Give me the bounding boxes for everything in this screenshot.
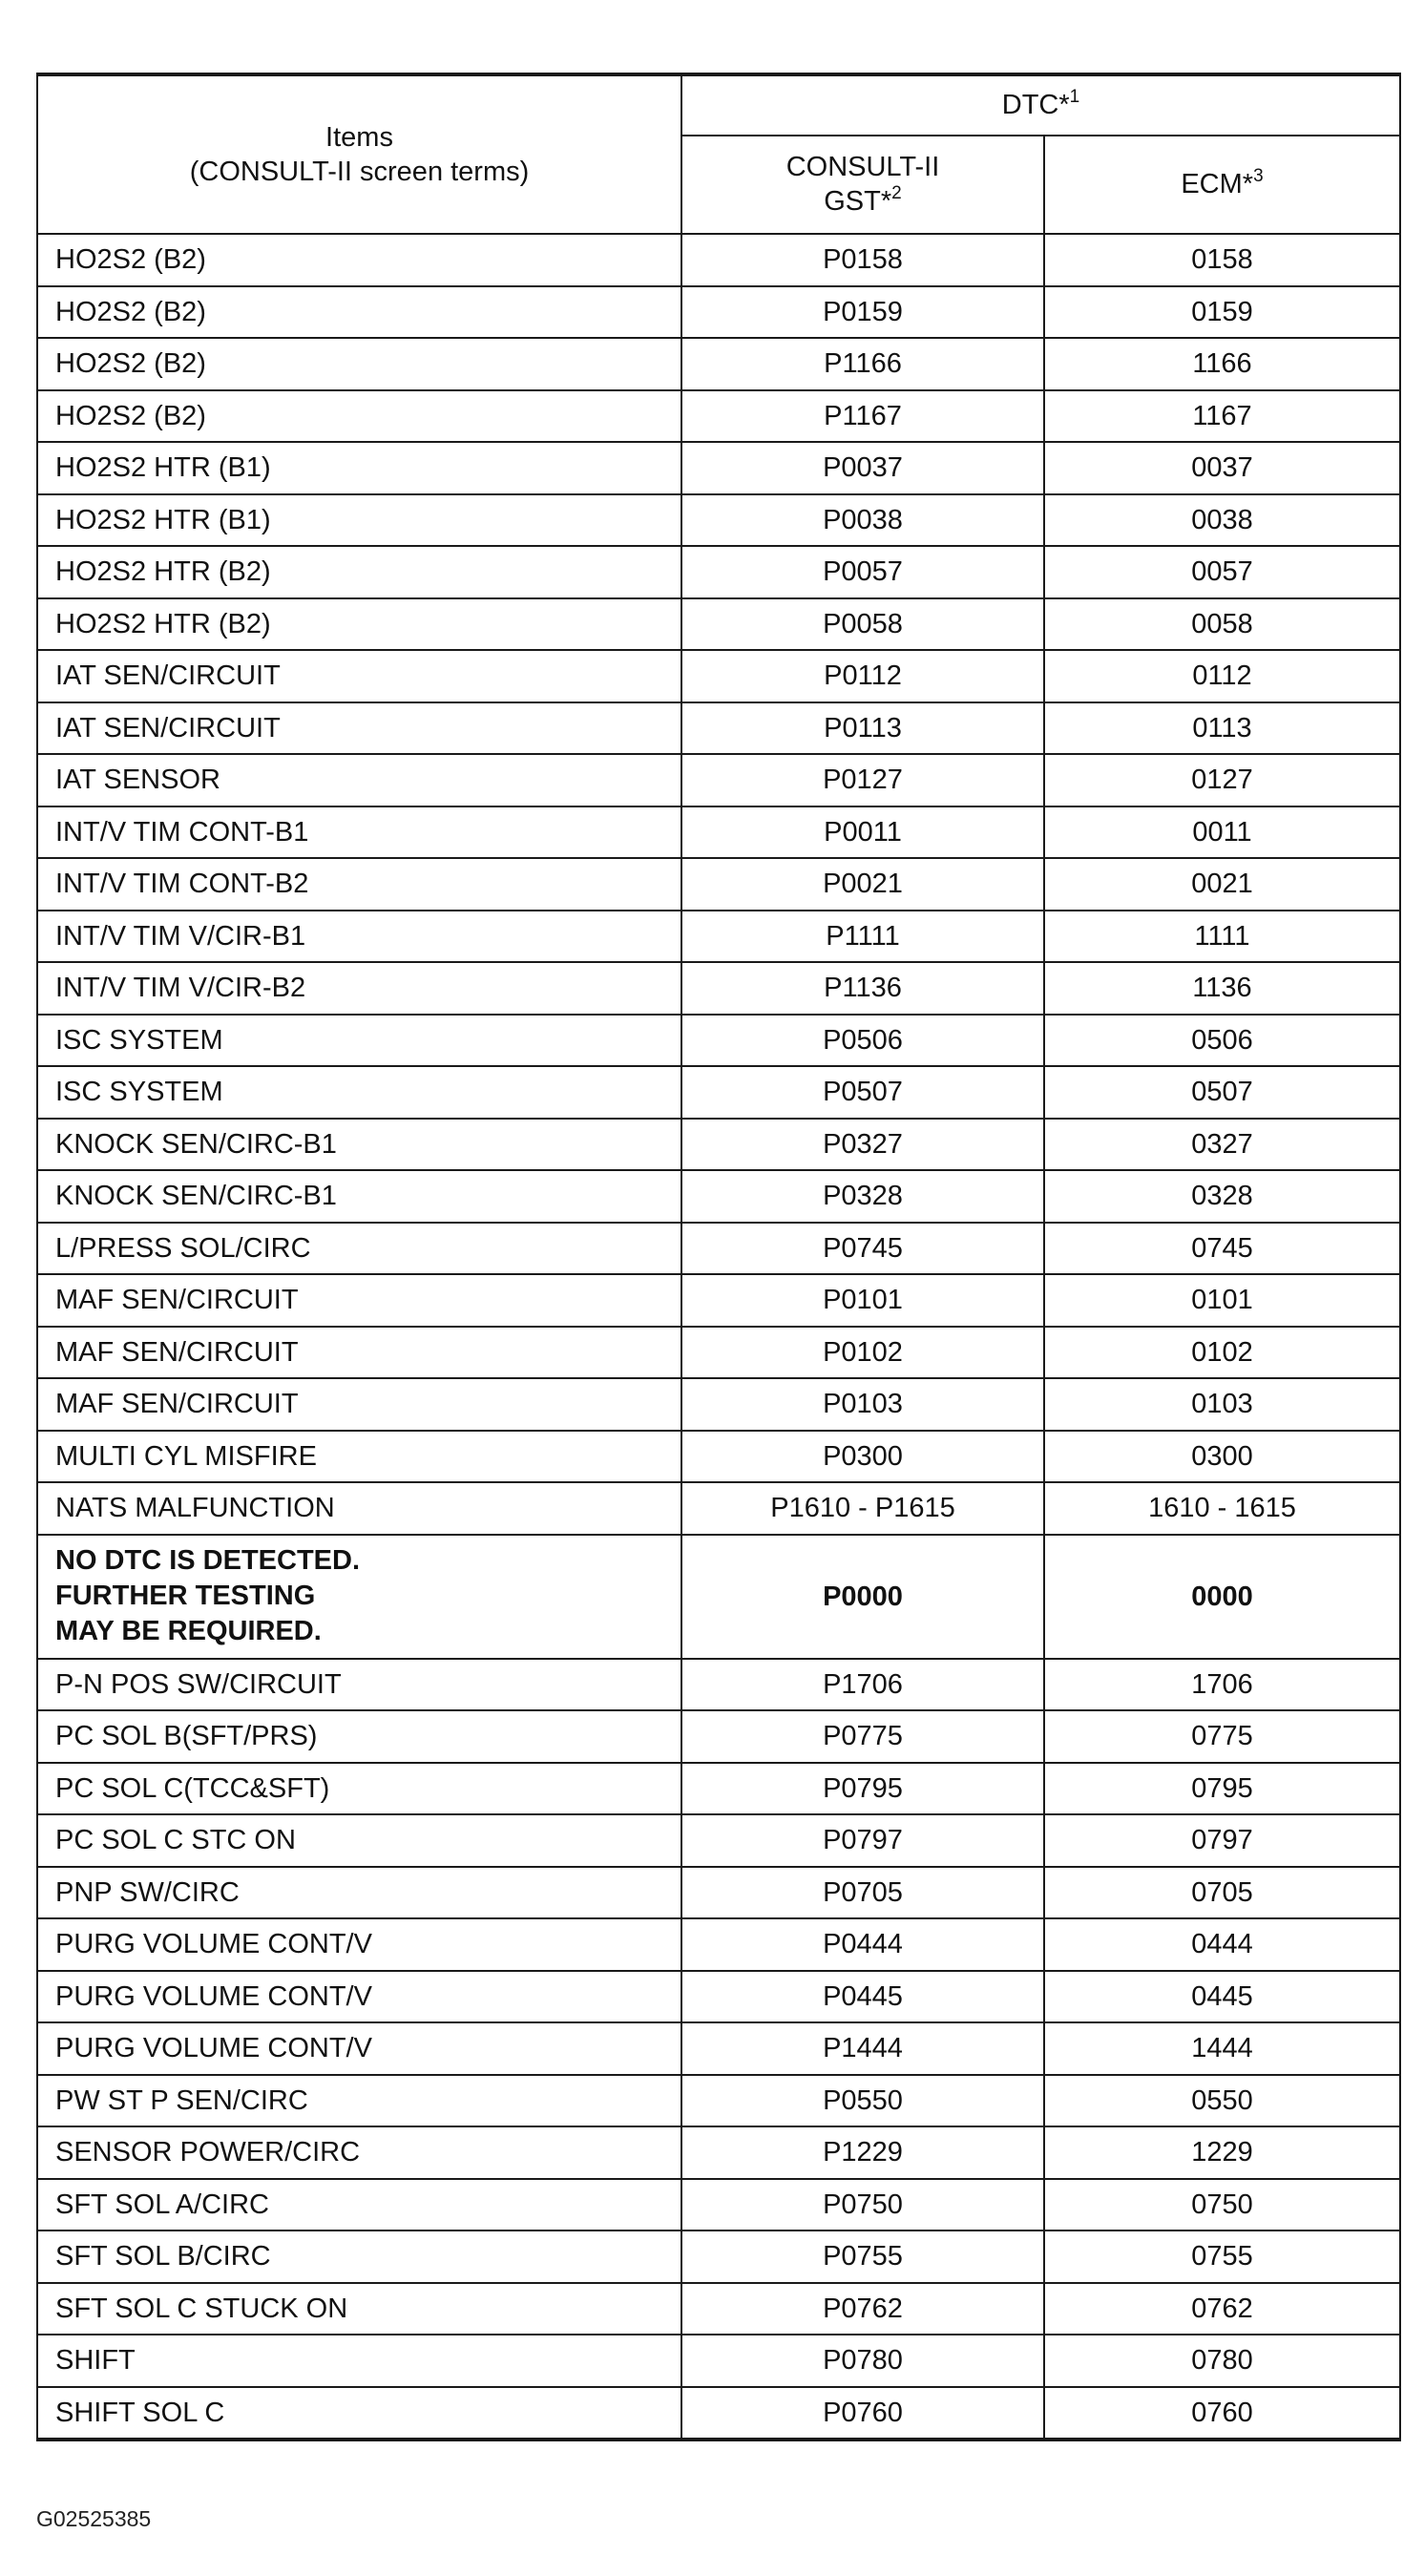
ecm-code-cell: 0745 bbox=[1044, 1223, 1400, 1275]
consult-header-line2: GST* bbox=[824, 186, 892, 218]
item-cell: PNP SW/CIRC bbox=[37, 1867, 681, 1919]
item-cell: L/PRESS SOL/CIRC bbox=[37, 1223, 681, 1275]
consult-code-cell: P0021 bbox=[681, 858, 1044, 911]
table-row bbox=[37, 1918, 1400, 1971]
dtc-footnote-marker: 1 bbox=[1069, 87, 1080, 108]
consult-code-cell: P0058 bbox=[681, 598, 1044, 651]
ecm-header bbox=[1044, 136, 1400, 234]
consult-code-cell: P0102 bbox=[681, 1327, 1044, 1379]
ecm-code-cell: 0127 bbox=[1044, 754, 1400, 806]
consult-code-cell: P0327 bbox=[681, 1119, 1044, 1171]
item-cell: MULTI CYL MISFIRE bbox=[37, 1431, 681, 1483]
table-row bbox=[37, 1431, 1400, 1483]
ecm-code-cell: 1706 bbox=[1044, 1659, 1400, 1711]
item-cell: INT/V TIM CONT-B1 bbox=[37, 806, 681, 859]
item-cell: SFT SOL C STUCK ON bbox=[37, 2283, 681, 2335]
consult-code-cell: P1444 bbox=[681, 2022, 1044, 2075]
item-cell: MAF SEN/CIRCUIT bbox=[37, 1274, 681, 1327]
item-cell: SFT SOL A/CIRC bbox=[37, 2179, 681, 2231]
ecm-code-cell: 0445 bbox=[1044, 1971, 1400, 2023]
table-row bbox=[37, 546, 1400, 598]
item-cell: HO2S2 (B2) bbox=[37, 234, 681, 286]
consult-header-line1: CONSULT-II bbox=[785, 152, 940, 183]
consult-code-cell: P0507 bbox=[681, 1066, 1044, 1119]
consult-code-cell: P0112 bbox=[681, 650, 1044, 702]
ecm-code-cell: 0112 bbox=[1044, 650, 1400, 702]
table-row bbox=[37, 2075, 1400, 2127]
ecm-code-cell: 0328 bbox=[1044, 1170, 1400, 1223]
ecm-code-cell: 1111 bbox=[1044, 911, 1400, 963]
ecm-code-cell: 0750 bbox=[1044, 2179, 1400, 2231]
table-row bbox=[37, 2126, 1400, 2179]
item-cell: HO2S2 HTR (B1) bbox=[37, 494, 681, 547]
item-cell: PC SOL B(SFT/PRS) bbox=[37, 1710, 681, 1763]
consult-code-cell: P0550 bbox=[681, 2075, 1044, 2127]
table-row bbox=[37, 1710, 1400, 1763]
table-row bbox=[37, 234, 1400, 286]
consult-code-cell: P0745 bbox=[681, 1223, 1044, 1275]
item-cell: HO2S2 HTR (B1) bbox=[37, 442, 681, 494]
consult-code-cell: P0158 bbox=[681, 234, 1044, 286]
consult-code-cell: P1610 - P1615 bbox=[681, 1482, 1044, 1535]
ecm-code-cell: 0037 bbox=[1044, 442, 1400, 494]
ecm-code-cell: 0159 bbox=[1044, 286, 1400, 339]
ecm-code-cell: 0000 bbox=[1044, 1535, 1400, 1659]
consult-code-cell: P0506 bbox=[681, 1015, 1044, 1067]
item-cell: SFT SOL B/CIRC bbox=[37, 2230, 681, 2283]
item-cell: NATS MALFUNCTION bbox=[37, 1482, 681, 1535]
item-cell: INT/V TIM V/CIR-B1 bbox=[37, 911, 681, 963]
table-row bbox=[37, 2179, 1400, 2231]
consult-code-cell: P0127 bbox=[681, 754, 1044, 806]
items-header bbox=[37, 74, 681, 234]
table-row bbox=[37, 754, 1400, 806]
ecm-code-cell: 0507 bbox=[1044, 1066, 1400, 1119]
item-cell: IAT SENSOR bbox=[37, 754, 681, 806]
item-line: FURTHER TESTING bbox=[55, 1581, 316, 1611]
ecm-code-cell: 1444 bbox=[1044, 2022, 1400, 2075]
ecm-code-cell: 0795 bbox=[1044, 1763, 1400, 1815]
table-row bbox=[37, 1066, 1400, 1119]
ecm-code-cell: 0103 bbox=[1044, 1378, 1400, 1431]
item-cell: PW ST P SEN/CIRC bbox=[37, 2075, 681, 2127]
table-row bbox=[37, 1274, 1400, 1327]
table-row bbox=[37, 2283, 1400, 2335]
table-row bbox=[37, 1015, 1400, 1067]
table-header bbox=[37, 74, 1400, 234]
consult-code-cell: P0444 bbox=[681, 1918, 1044, 1971]
consult-code-cell: P0750 bbox=[681, 2179, 1044, 2231]
item-cell: SHIFT SOL C bbox=[37, 2387, 681, 2440]
dtc-table bbox=[36, 73, 1401, 2441]
consult-code-cell: P1706 bbox=[681, 1659, 1044, 1711]
items-header-line2: (CONSULT-II screen terms) bbox=[189, 157, 530, 187]
item-cell: PURG VOLUME CONT/V bbox=[37, 1971, 681, 2023]
table-row bbox=[37, 702, 1400, 755]
consult-code-cell: P0300 bbox=[681, 1431, 1044, 1483]
item-cell: KNOCK SEN/CIRC-B1 bbox=[37, 1170, 681, 1223]
table-row bbox=[37, 1763, 1400, 1815]
table-row bbox=[37, 494, 1400, 547]
table-row bbox=[37, 2230, 1400, 2283]
ecm-code-cell: 1229 bbox=[1044, 2126, 1400, 2179]
ecm-code-cell: 0762 bbox=[1044, 2283, 1400, 2335]
item-cell: INT/V TIM CONT-B2 bbox=[37, 858, 681, 911]
consult-code-cell: P0775 bbox=[681, 1710, 1044, 1763]
table-body bbox=[37, 234, 1400, 2440]
consult-code-cell: P0795 bbox=[681, 1763, 1044, 1815]
item-cell: HO2S2 HTR (B2) bbox=[37, 546, 681, 598]
consult-code-cell: P1229 bbox=[681, 2126, 1044, 2179]
item-cell bbox=[37, 1535, 681, 1659]
ecm-header-label: ECM* bbox=[1181, 169, 1254, 200]
table-row bbox=[37, 442, 1400, 494]
item-cell: PURG VOLUME CONT/V bbox=[37, 2022, 681, 2075]
consult-code-cell: P0113 bbox=[681, 702, 1044, 755]
ecm-code-cell: 0102 bbox=[1044, 1327, 1400, 1379]
item-cell: ISC SYSTEM bbox=[37, 1066, 681, 1119]
table-row bbox=[37, 1170, 1400, 1223]
table-row bbox=[37, 1223, 1400, 1275]
ecm-code-cell: 0113 bbox=[1044, 702, 1400, 755]
ecm-code-cell: 0327 bbox=[1044, 1119, 1400, 1171]
item-cell: PURG VOLUME CONT/V bbox=[37, 1918, 681, 1971]
ecm-code-cell: 0038 bbox=[1044, 494, 1400, 547]
ecm-code-cell: 1166 bbox=[1044, 338, 1400, 390]
table-row bbox=[37, 598, 1400, 651]
table-row bbox=[37, 1659, 1400, 1711]
ecm-code-cell: 0011 bbox=[1044, 806, 1400, 859]
item-cell: P-N POS SW/CIRCUIT bbox=[37, 1659, 681, 1711]
consult-code-cell: P0159 bbox=[681, 286, 1044, 339]
table-row bbox=[37, 650, 1400, 702]
ecm-code-cell: 1167 bbox=[1044, 390, 1400, 443]
consult-code-cell: P1111 bbox=[681, 911, 1044, 963]
item-cell: HO2S2 HTR (B2) bbox=[37, 598, 681, 651]
dtc-header-label: DTC* bbox=[1001, 90, 1070, 121]
ecm-code-cell: 0550 bbox=[1044, 2075, 1400, 2127]
table-row bbox=[37, 1119, 1400, 1171]
item-line: NO DTC IS DETECTED. bbox=[55, 1545, 361, 1576]
ecm-footnote-marker: 3 bbox=[1253, 166, 1264, 187]
ecm-code-cell: 0797 bbox=[1044, 1814, 1400, 1867]
item-cell: HO2S2 (B2) bbox=[37, 390, 681, 443]
ecm-code-cell: 0021 bbox=[1044, 858, 1400, 911]
item-cell: IAT SEN/CIRCUIT bbox=[37, 650, 681, 702]
ecm-code-cell: 0058 bbox=[1044, 598, 1400, 651]
ecm-code-cell: 0780 bbox=[1044, 2335, 1400, 2387]
consult-code-cell: P0705 bbox=[681, 1867, 1044, 1919]
table-row bbox=[37, 2335, 1400, 2387]
table-row bbox=[37, 1378, 1400, 1431]
consult-code-cell: P0780 bbox=[681, 2335, 1044, 2387]
item-cell: ISC SYSTEM bbox=[37, 1015, 681, 1067]
ecm-code-cell: 0755 bbox=[1044, 2230, 1400, 2283]
table-row bbox=[37, 2022, 1400, 2075]
table-row bbox=[37, 806, 1400, 859]
table-row-no-dtc bbox=[37, 1535, 1400, 1659]
consult-code-cell: P0760 bbox=[681, 2387, 1044, 2440]
ecm-code-cell: 0444 bbox=[1044, 1918, 1400, 1971]
table-row bbox=[37, 286, 1400, 339]
item-cell: IAT SEN/CIRCUIT bbox=[37, 702, 681, 755]
ecm-code-cell: 0775 bbox=[1044, 1710, 1400, 1763]
item-cell: HO2S2 (B2) bbox=[37, 338, 681, 390]
consult-code-cell: P0755 bbox=[681, 2230, 1044, 2283]
item-cell: KNOCK SEN/CIRC-B1 bbox=[37, 1119, 681, 1171]
ecm-code-cell: 0506 bbox=[1044, 1015, 1400, 1067]
table-row bbox=[37, 1482, 1400, 1535]
dtc-header bbox=[681, 74, 1400, 136]
item-cell: PC SOL C STC ON bbox=[37, 1814, 681, 1867]
consult-code-cell: P1166 bbox=[681, 338, 1044, 390]
figure-id: G02525385 bbox=[36, 2506, 152, 2531]
consult-code-cell: P0000 bbox=[681, 1535, 1044, 1659]
table-row bbox=[37, 911, 1400, 963]
consult-code-cell: P1136 bbox=[681, 962, 1044, 1015]
table-row bbox=[37, 962, 1400, 1015]
ecm-code-cell: 0705 bbox=[1044, 1867, 1400, 1919]
table-row bbox=[37, 858, 1400, 911]
table-row bbox=[37, 1971, 1400, 2023]
item-cell: SENSOR POWER/CIRC bbox=[37, 2126, 681, 2179]
ecm-code-cell: 0057 bbox=[1044, 546, 1400, 598]
consult-code-cell: P0762 bbox=[681, 2283, 1044, 2335]
consult-code-cell: P0103 bbox=[681, 1378, 1044, 1431]
ecm-code-cell: 0300 bbox=[1044, 1431, 1400, 1483]
ecm-code-cell: 0101 bbox=[1044, 1274, 1400, 1327]
consult-code-cell: P0057 bbox=[681, 546, 1044, 598]
ecm-code-cell: 0158 bbox=[1044, 234, 1400, 286]
consult-code-cell: P0101 bbox=[681, 1274, 1044, 1327]
item-cell: HO2S2 (B2) bbox=[37, 286, 681, 339]
items-header-line1: Items bbox=[325, 122, 393, 153]
table-row bbox=[37, 390, 1400, 443]
table-row bbox=[37, 1814, 1400, 1867]
consult-code-cell: P0037 bbox=[681, 442, 1044, 494]
consult-code-cell: P0328 bbox=[681, 1170, 1044, 1223]
table-row bbox=[37, 1327, 1400, 1379]
table-row bbox=[37, 338, 1400, 390]
consult-code-cell: P0445 bbox=[681, 1971, 1044, 2023]
ecm-code-cell: 1610 - 1615 bbox=[1044, 1482, 1400, 1535]
item-line: MAY BE REQUIRED. bbox=[55, 1616, 322, 1646]
table-row bbox=[37, 1867, 1400, 1919]
consult-code-cell: P0038 bbox=[681, 494, 1044, 547]
item-cell: MAF SEN/CIRCUIT bbox=[37, 1327, 681, 1379]
consult-footnote-marker: 2 bbox=[891, 183, 902, 204]
item-cell: PC SOL C(TCC&SFT) bbox=[37, 1763, 681, 1815]
table-row bbox=[37, 2387, 1400, 2440]
consult-gst-header bbox=[681, 136, 1044, 234]
item-cell: SHIFT bbox=[37, 2335, 681, 2387]
item-cell: INT/V TIM V/CIR-B2 bbox=[37, 962, 681, 1015]
consult-code-cell: P1167 bbox=[681, 390, 1044, 443]
consult-code-cell: P0797 bbox=[681, 1814, 1044, 1867]
ecm-code-cell: 1136 bbox=[1044, 962, 1400, 1015]
consult-code-cell: P0011 bbox=[681, 806, 1044, 859]
ecm-code-cell: 0760 bbox=[1044, 2387, 1400, 2440]
item-cell: MAF SEN/CIRCUIT bbox=[37, 1378, 681, 1431]
